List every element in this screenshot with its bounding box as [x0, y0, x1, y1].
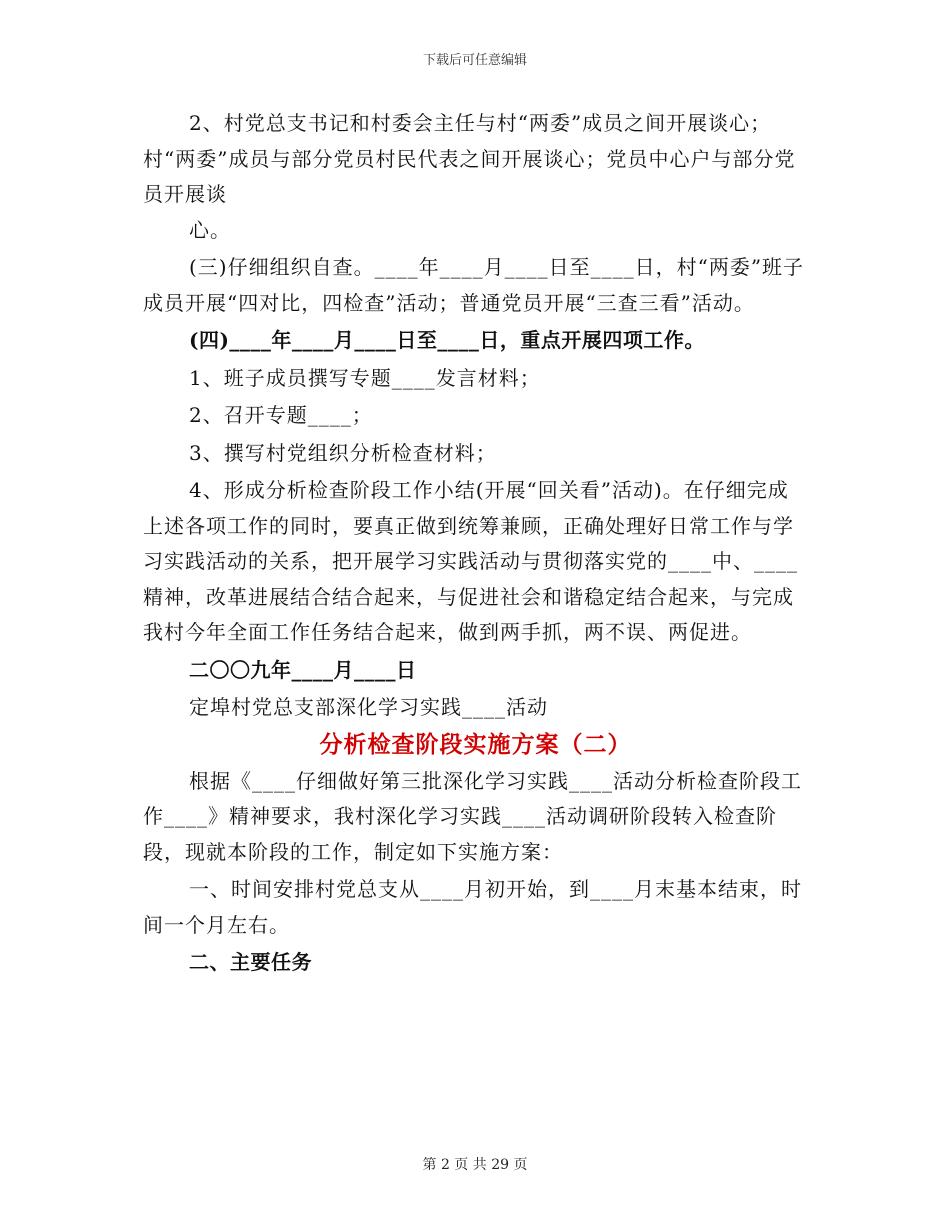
paragraph-task-2: 2、召开专题____；	[189, 403, 373, 427]
paragraph-task-4: 4、形成分析检查阶段工作小结(开展“回关看”活动)。在仔细完成上述各项工作的同时，要真正做到统筹兼顾，正确处理好日常工作与学习实践活动的关系，把开展学习实践活动与贯彻落实党的____中、____精神，改革进展结合结合起来，与促进社会和谐稳定结合起来，与完成我村今年全面工作任务结合起来，做到两手抓，两不误、两促进。	[143, 478, 798, 644]
paragraph-time-arrangement: 一、时间安排村党总支从____月初开始，到____月末基本结束，时间一个月左右。	[143, 877, 802, 937]
paragraph-date: 二〇〇九年____月____日	[189, 657, 417, 682]
page-header: 下载后可任意编辑	[422, 53, 527, 68]
paragraph-intro: 根据《____仔细做好第三批深化学习实践____活动分析检查阶段工作____》精神要求，我村深化学习实践____活动调研阶段转入检查阶段，现就本阶段的工作，制定如下实施方案：	[143, 768, 802, 864]
paragraph-main-tasks-heading: 二、主要任务	[189, 950, 312, 974]
paragraph-talk-end: 心。	[189, 217, 231, 242]
paragraph-four-tasks-heading: (四)____年____月____日至____日，重点开展四项工作。	[189, 328, 705, 352]
section-title: 分析检查阶段实施方案（二）	[319, 730, 632, 758]
page-footer: 第 2 页 共 29 页	[422, 1157, 528, 1173]
document-body	[143, 106, 808, 981]
paragraph-talk: 2、村党总支书记和村委会主任与村“两委”成员之间开展谈心；村“两委”成员与部分党员村民代表之间开展谈心；党员中心户与部分党员开展谈	[143, 111, 796, 206]
paragraph-self-check: (三)仔细组织自查。____年____月____日至____日，村“两委”班子成员开展“四对比，四检查”活动；普通党员开展“三查三看”活动。	[143, 255, 805, 315]
paragraph-task-3: 3、撰写村党组织分析检查材料；	[189, 440, 497, 465]
paragraph-task-1: 1、班子成员撰写专题____发言材料；	[189, 365, 541, 390]
paragraph-signature: 定埠村党总支部深化学习实践____活动	[189, 695, 548, 719]
